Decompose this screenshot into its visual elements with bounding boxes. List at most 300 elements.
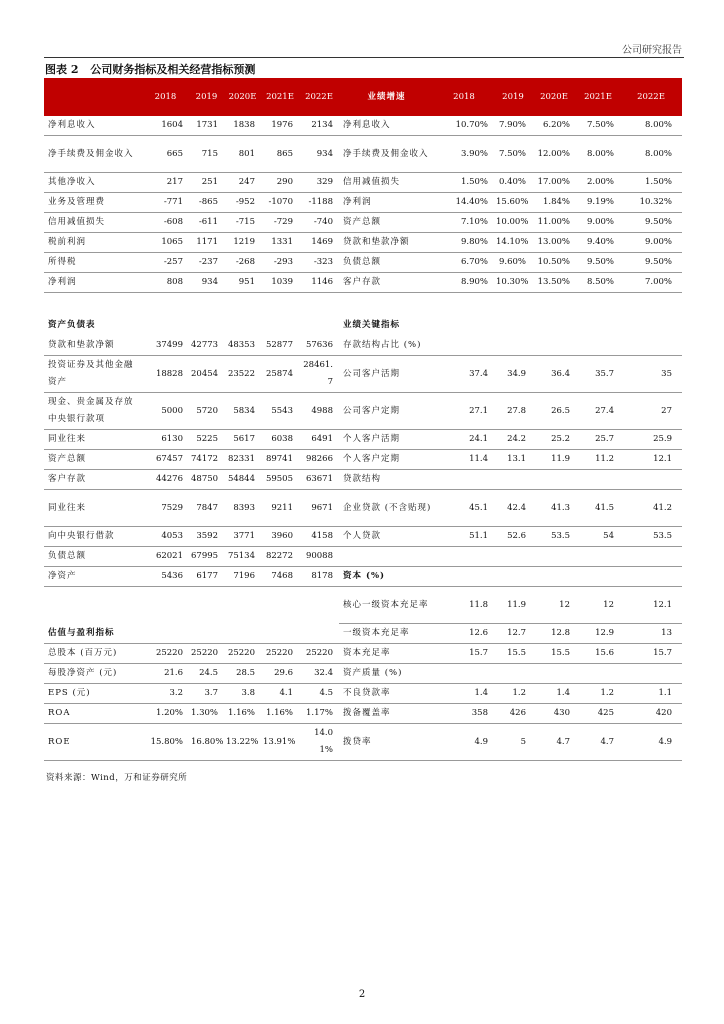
value-cell	[224, 624, 261, 644]
header-rule	[44, 57, 684, 58]
indicator-cell: 12.8	[532, 624, 576, 644]
header-year: 2020E	[224, 78, 261, 116]
value-cell: 14.01%	[299, 724, 339, 761]
value-cell: -715	[224, 213, 261, 233]
report-type-header: 公司研究报告	[622, 45, 682, 56]
indicator-cell	[576, 336, 620, 356]
row-label: 估值与盈利指标	[44, 624, 142, 644]
value-cell: 247	[224, 173, 261, 193]
value-cell: 1146	[299, 273, 339, 293]
indicator-cell	[532, 336, 576, 356]
header-left-label	[44, 78, 142, 116]
value-cell: 1976	[261, 116, 299, 136]
indicator-cell: 51.1	[434, 527, 494, 547]
value-cell: 8178	[299, 567, 339, 587]
growth-cell: 10.32%	[620, 193, 682, 213]
table-row	[44, 356, 682, 393]
value-cell	[142, 587, 189, 624]
indicator-cell	[434, 547, 494, 567]
table-row	[44, 173, 682, 193]
indicator-cell	[434, 664, 494, 684]
top-table-header	[44, 78, 682, 116]
value-cell: 90088	[299, 547, 339, 567]
indicator-cell	[434, 336, 494, 356]
row-label: 同业往来	[44, 430, 142, 450]
value-cell: 4053	[142, 527, 189, 547]
growth-cell: 17.00%	[532, 173, 576, 193]
row-label: EPS (元)	[44, 684, 142, 704]
row-label: 现金、贵金属及存放中央银行款项	[44, 393, 142, 430]
indicator-cell: 13.1	[494, 450, 532, 470]
figure-title	[45, 61, 255, 77]
value-cell: 28461.7	[299, 356, 339, 393]
value-cell	[261, 624, 299, 644]
indicator-cell: 13	[620, 624, 682, 644]
value-cell: 1039	[261, 273, 299, 293]
growth-cell: 9.00%	[620, 233, 682, 253]
value-cell: 75134	[224, 547, 261, 567]
indicator-cell: 4.7	[576, 724, 620, 761]
growth-cell: 2.00%	[576, 173, 620, 193]
row-label: 净资产	[44, 567, 142, 587]
value-cell: 3592	[189, 527, 224, 547]
indicator-label: 不良贷款率	[339, 684, 434, 704]
table-row	[44, 136, 682, 173]
value-cell: 3771	[224, 527, 261, 547]
indicator-cell: 11.9	[532, 450, 576, 470]
value-cell: 951	[224, 273, 261, 293]
indicator-label: 资产质量 (%)	[339, 664, 434, 684]
value-cell: 5834	[224, 393, 261, 430]
value-cell: -1070	[261, 193, 299, 213]
value-cell: 5436	[142, 567, 189, 587]
growth-cell: 6.20%	[532, 116, 576, 136]
indicator-label: 公司客户定期	[339, 393, 434, 430]
table-row	[44, 567, 682, 587]
value-cell: 4158	[299, 527, 339, 547]
value-cell: 251	[189, 173, 224, 193]
row-label: 净利润	[44, 273, 142, 293]
indicator-label: 企业贷款 (不含贴现)	[339, 490, 434, 527]
page-number: 2	[358, 989, 366, 1000]
header-year: 2021E	[261, 78, 299, 116]
indicator-cell: 430	[532, 704, 576, 724]
indicator-cell: 12.6	[434, 624, 494, 644]
value-cell	[261, 587, 299, 624]
growth-cell: 1.84%	[532, 193, 576, 213]
value-cell	[142, 624, 189, 644]
indicator-cell: 34.9	[494, 356, 532, 393]
indicator-cell: 11.2	[576, 450, 620, 470]
value-cell: 25220	[299, 644, 339, 664]
value-cell: 6130	[142, 430, 189, 450]
table-row	[44, 193, 682, 213]
indicator-cell: 12	[576, 587, 620, 624]
value-cell: 42773	[189, 336, 224, 356]
indicator-cell: 27	[620, 393, 682, 430]
value-cell: 89741	[261, 450, 299, 470]
header-year: 2022E	[620, 78, 682, 116]
indicator-cell: 12.1	[620, 450, 682, 470]
value-cell: 23522	[224, 356, 261, 393]
indicator-label: 个人贷款	[339, 527, 434, 547]
row-label: ROA	[44, 704, 142, 724]
value-cell: 7468	[261, 567, 299, 587]
indicator-cell: 26.5	[532, 393, 576, 430]
row-label: 其他净收入	[44, 173, 142, 193]
indicator-cell: 4.9	[620, 724, 682, 761]
indicator-cell	[434, 470, 494, 490]
growth-label: 资产总额	[339, 213, 434, 233]
indicator-cell: 1.2	[494, 684, 532, 704]
table-row	[44, 253, 682, 273]
growth-label: 净利息收入	[339, 116, 434, 136]
indicator-cell: 42.4	[494, 490, 532, 527]
value-cell: 18828	[142, 356, 189, 393]
value-cell: 25874	[261, 356, 299, 393]
growth-cell: 9.40%	[576, 233, 620, 253]
indicator-label: 拨备覆盖率	[339, 704, 434, 724]
value-cell: 63671	[299, 470, 339, 490]
value-cell: 20454	[189, 356, 224, 393]
indicator-cell: 35.7	[576, 356, 620, 393]
indicator-cell	[532, 547, 576, 567]
row-label: 每股净资产 (元)	[44, 664, 142, 684]
indicator-cell: 1.4	[434, 684, 494, 704]
indicator-cell	[620, 567, 682, 587]
indicator-cell: 25.9	[620, 430, 682, 450]
value-cell: 4988	[299, 393, 339, 430]
table-row	[44, 490, 682, 527]
growth-cell: 13.00%	[532, 233, 576, 253]
indicator-label: 拨贷率	[339, 724, 434, 761]
indicator-cell: 41.5	[576, 490, 620, 527]
value-cell: 48353	[224, 336, 261, 356]
indicator-cell: 15.5	[494, 644, 532, 664]
value-cell: 1219	[224, 233, 261, 253]
growth-cell: 7.50%	[494, 136, 532, 173]
value-cell: -608	[142, 213, 189, 233]
row-label: 总股本 (百万元)	[44, 644, 142, 664]
indicator-cell: 1.2	[576, 684, 620, 704]
indicator-cell: 41.2	[620, 490, 682, 527]
value-cell: 1171	[189, 233, 224, 253]
indicator-label: 资本 (%)	[339, 567, 434, 587]
growth-cell: 9.50%	[620, 253, 682, 273]
growth-cell: 9.00%	[576, 213, 620, 233]
indicator-cell: 12.9	[576, 624, 620, 644]
indicator-cell: 53.5	[532, 527, 576, 547]
indicator-cell	[532, 567, 576, 587]
indicator-cell: 24.1	[434, 430, 494, 450]
row-label: 所得税	[44, 253, 142, 273]
indicator-cell: 27.8	[494, 393, 532, 430]
value-cell: 801	[224, 136, 261, 173]
section-title-row	[44, 314, 682, 336]
value-cell: -865	[189, 193, 224, 213]
indicator-cell	[620, 664, 682, 684]
indicator-label: 贷款结构	[339, 470, 434, 490]
value-cell: 8393	[224, 490, 261, 527]
value-cell: -740	[299, 213, 339, 233]
value-cell: 2134	[299, 116, 339, 136]
value-cell: 3.8	[224, 684, 261, 704]
value-cell	[299, 624, 339, 644]
value-cell: 67995	[189, 547, 224, 567]
indicator-cell	[576, 470, 620, 490]
value-cell: 82272	[261, 547, 299, 567]
indicator-cell: 45.1	[434, 490, 494, 527]
indicator-cell: 52.6	[494, 527, 532, 547]
value-cell: 5000	[142, 393, 189, 430]
growth-cell: 7.00%	[620, 273, 682, 293]
header-year: 2020E	[532, 78, 576, 116]
value-cell: 1.17%	[299, 704, 339, 724]
value-cell: 13.91%	[261, 724, 299, 761]
growth-cell: 9.19%	[576, 193, 620, 213]
table-row	[44, 527, 682, 547]
table-row	[44, 624, 682, 644]
indicator-cell: 35	[620, 356, 682, 393]
value-cell: 3.7	[189, 684, 224, 704]
table-row	[44, 450, 682, 470]
growth-cell: 9.80%	[434, 233, 494, 253]
growth-cell: 3.90%	[434, 136, 494, 173]
row-label: 业务及管理费	[44, 193, 142, 213]
header-year: 2021E	[576, 78, 620, 116]
value-cell: 1065	[142, 233, 189, 253]
value-cell: 5617	[224, 430, 261, 450]
indicator-label: 一级资本充足率	[339, 624, 434, 644]
value-cell: 9211	[261, 490, 299, 527]
row-label: 同业往来	[44, 490, 142, 527]
growth-cell: 9.50%	[576, 253, 620, 273]
growth-cell: 8.50%	[576, 273, 620, 293]
value-cell: 57636	[299, 336, 339, 356]
value-cell: 29.6	[261, 664, 299, 684]
value-cell: 4.1	[261, 684, 299, 704]
indicator-cell	[494, 336, 532, 356]
value-cell: 7847	[189, 490, 224, 527]
value-cell: 665	[142, 136, 189, 173]
value-cell	[224, 587, 261, 624]
indicator-cell: 15.7	[434, 644, 494, 664]
indicator-cell: 15.7	[620, 644, 682, 664]
bottom-financial-table	[44, 314, 682, 761]
growth-cell: 6.70%	[434, 253, 494, 273]
indicator-cell: 25.2	[532, 430, 576, 450]
growth-cell: 10.00%	[494, 213, 532, 233]
growth-cell: 7.50%	[576, 116, 620, 136]
value-cell: 16.80%	[189, 724, 224, 761]
table-row	[44, 336, 682, 356]
growth-cell: 12.00%	[532, 136, 576, 173]
value-cell: -729	[261, 213, 299, 233]
growth-cell: 7.10%	[434, 213, 494, 233]
growth-cell: 1.50%	[620, 173, 682, 193]
indicator-cell	[532, 470, 576, 490]
growth-label: 负债总额	[339, 253, 434, 273]
table-row	[44, 116, 682, 136]
header-year: 2018	[434, 78, 494, 116]
value-cell: 25220	[261, 644, 299, 664]
table-row	[44, 213, 682, 233]
growth-cell: 15.60%	[494, 193, 532, 213]
value-cell: 6177	[189, 567, 224, 587]
value-cell: 4.5	[299, 684, 339, 704]
row-label: 资产总额	[44, 450, 142, 470]
row-label: 信用减值损失	[44, 213, 142, 233]
header-growth-label: 业绩增速	[339, 78, 434, 116]
value-cell: 7529	[142, 490, 189, 527]
indicator-cell	[434, 567, 494, 587]
indicator-cell: 420	[620, 704, 682, 724]
value-cell: 44276	[142, 470, 189, 490]
value-cell: 6038	[261, 430, 299, 450]
indicator-cell	[620, 547, 682, 567]
growth-cell: 14.40%	[434, 193, 494, 213]
indicator-label	[339, 547, 434, 567]
row-label: 净手续费及佣金收入	[44, 136, 142, 173]
value-cell: 5543	[261, 393, 299, 430]
indicator-cell: 11.9	[494, 587, 532, 624]
indicator-cell: 12.1	[620, 587, 682, 624]
row-label: 净利息收入	[44, 116, 142, 136]
value-cell: 1.30%	[189, 704, 224, 724]
growth-cell: 8.90%	[434, 273, 494, 293]
value-cell: 1.20%	[142, 704, 189, 724]
table-row	[44, 664, 682, 684]
value-cell: 59505	[261, 470, 299, 490]
value-cell: 62021	[142, 547, 189, 567]
indicator-cell	[494, 547, 532, 567]
table-row	[44, 547, 682, 567]
value-cell: 290	[261, 173, 299, 193]
value-cell: 1731	[189, 116, 224, 136]
indicator-cell: 4.9	[434, 724, 494, 761]
indicator-cell: 27.1	[434, 393, 494, 430]
value-cell: 1469	[299, 233, 339, 253]
row-label: 贷款和垫款净额	[44, 336, 142, 356]
value-cell: 25220	[224, 644, 261, 664]
indicator-cell: 54	[576, 527, 620, 547]
value-cell: -293	[261, 253, 299, 273]
indicator-cell	[532, 664, 576, 684]
row-label: 向中央银行借款	[44, 527, 142, 547]
indicator-cell: 358	[434, 704, 494, 724]
value-cell: 865	[261, 136, 299, 173]
indicator-label: 核心一级资本充足率	[339, 587, 434, 624]
indicator-label: 个人客户定期	[339, 450, 434, 470]
indicator-cell: 425	[576, 704, 620, 724]
source-note: 资料来源：Wind，万和证券研究所	[46, 773, 188, 783]
growth-label: 净利润	[339, 193, 434, 213]
value-cell: 1838	[224, 116, 261, 136]
header-year: 2019	[494, 78, 532, 116]
growth-cell: 10.50%	[532, 253, 576, 273]
value-cell: 1331	[261, 233, 299, 253]
indicator-cell: 37.4	[434, 356, 494, 393]
row-label: 负债总额	[44, 547, 142, 567]
indicator-cell: 12.7	[494, 624, 532, 644]
value-cell: 28.5	[224, 664, 261, 684]
value-cell	[189, 587, 224, 624]
indicator-cell	[576, 567, 620, 587]
table-row	[44, 644, 682, 664]
table-row	[44, 273, 682, 293]
indicator-label: 存款结构占比 (%)	[339, 336, 434, 356]
value-cell: 48750	[189, 470, 224, 490]
indicator-cell	[576, 664, 620, 684]
indicator-cell: 4.7	[532, 724, 576, 761]
value-cell: -1188	[299, 193, 339, 213]
value-cell: -771	[142, 193, 189, 213]
table-row	[44, 470, 682, 490]
indicator-cell: 1.1	[620, 684, 682, 704]
value-cell: 1.16%	[261, 704, 299, 724]
value-cell: 3.2	[142, 684, 189, 704]
indicator-cell: 53.5	[620, 527, 682, 547]
row-label: 投资证券及其他金融资产	[44, 356, 142, 393]
header-year: 2019	[189, 78, 224, 116]
growth-cell: 8.00%	[620, 136, 682, 173]
row-label: ROE	[44, 724, 142, 761]
indicator-cell: 27.4	[576, 393, 620, 430]
table-row	[44, 430, 682, 450]
value-cell: 3960	[261, 527, 299, 547]
value-cell: 1.16%	[224, 704, 261, 724]
growth-cell: 1.50%	[434, 173, 494, 193]
value-cell: 54844	[224, 470, 261, 490]
value-cell: -611	[189, 213, 224, 233]
balance-sheet-title: 资产负债表	[48, 319, 96, 330]
growth-cell: 8.00%	[620, 116, 682, 136]
figure-number: 图表 2	[45, 63, 79, 76]
value-cell: 808	[142, 273, 189, 293]
value-cell: 329	[299, 173, 339, 193]
indicator-cell: 15.5	[532, 644, 576, 664]
table-row	[44, 233, 682, 253]
value-cell	[299, 587, 339, 624]
indicator-cell	[620, 470, 682, 490]
indicator-cell: 426	[494, 704, 532, 724]
value-cell: 67457	[142, 450, 189, 470]
value-cell: 6491	[299, 430, 339, 450]
table-row	[44, 684, 682, 704]
value-cell: 934	[189, 273, 224, 293]
value-cell: 24.5	[189, 664, 224, 684]
indicator-cell	[494, 664, 532, 684]
value-cell: 715	[189, 136, 224, 173]
growth-cell: 9.50%	[620, 213, 682, 233]
indicator-cell: 12	[532, 587, 576, 624]
value-cell: 13.22%	[224, 724, 261, 761]
value-cell	[189, 624, 224, 644]
value-cell: 74172	[189, 450, 224, 470]
indicator-cell	[620, 336, 682, 356]
value-cell: 15.80%	[142, 724, 189, 761]
growth-label: 信用减值损失	[339, 173, 434, 193]
value-cell: 37499	[142, 336, 189, 356]
value-cell: 25220	[189, 644, 224, 664]
growth-cell: 11.00%	[532, 213, 576, 233]
key-indicators-title: 业绩关键指标	[343, 319, 401, 330]
growth-cell: 14.10%	[494, 233, 532, 253]
value-cell: 217	[142, 173, 189, 193]
growth-cell: 0.40%	[494, 173, 532, 193]
growth-cell: 10.70%	[434, 116, 494, 136]
growth-label: 净手续费及佣金收入	[339, 136, 434, 173]
